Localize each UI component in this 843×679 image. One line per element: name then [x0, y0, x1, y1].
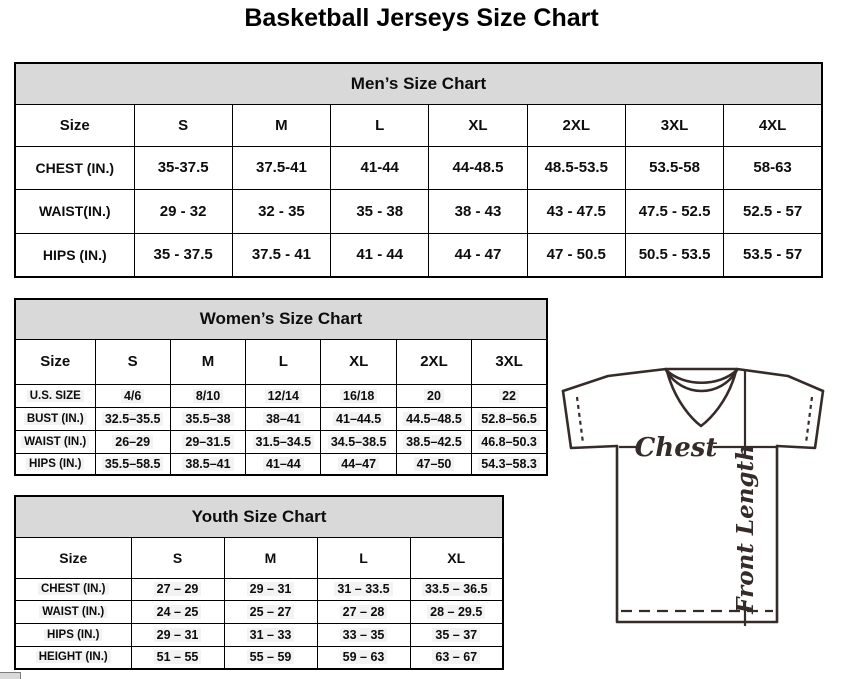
size-header-cell: Size	[15, 537, 131, 578]
column-header-M: M	[170, 339, 245, 384]
value-cell: 53.5-58	[625, 146, 723, 189]
value-cell	[317, 578, 410, 600]
value-cell	[396, 430, 471, 453]
column-header-L: L	[331, 104, 429, 146]
table-row	[15, 430, 547, 453]
value-cell	[396, 407, 471, 430]
value-cell-text: 63 – 67	[432, 650, 480, 664]
value-cell: 52.5 - 57	[724, 189, 822, 233]
value-cell	[472, 430, 547, 453]
table-row	[15, 646, 503, 669]
value-cell-text: 33.5 – 36.5	[422, 582, 491, 596]
value-cell-text: 52.8–56.5	[478, 412, 540, 426]
value-cell	[95, 453, 170, 475]
size-header-cell: Size	[15, 339, 95, 384]
chest-label: Chest	[634, 433, 718, 463]
column-header-4XL: 4XL	[724, 104, 822, 146]
value-cell: 29 - 32	[134, 189, 232, 233]
value-cell-text: 31 – 33	[247, 628, 295, 642]
value-cell	[472, 407, 547, 430]
right-sleeve-cuff	[777, 391, 823, 448]
value-cell-text: 44–47	[338, 457, 379, 471]
jersey-measurement-diagram	[553, 360, 837, 640]
value-cell-text: 38–41	[263, 412, 304, 426]
value-cell	[321, 384, 396, 407]
value-cell	[170, 407, 245, 430]
value-cell	[246, 384, 321, 407]
value-cell: 41 - 44	[331, 233, 429, 277]
value-cell-text: 46.8–50.3	[478, 435, 540, 449]
value-cell-text: 28 – 29.5	[427, 605, 485, 619]
value-cell-text: 29–31.5	[182, 435, 233, 449]
column-header-M: M	[224, 537, 317, 578]
column-header-XL: XL	[321, 339, 396, 384]
value-cell-text: 41–44.5	[333, 412, 384, 426]
value-cell-text: 34.5–38.5	[328, 435, 390, 449]
youth-size-chart-table	[14, 495, 504, 668]
row-label-cell-text: U.S. SIZE	[27, 390, 84, 402]
table-row	[15, 600, 503, 623]
row-label-cell	[15, 646, 131, 669]
column-header-S: S	[131, 537, 224, 578]
value-cell	[246, 407, 321, 430]
value-cell-text: 24 – 25	[154, 605, 202, 619]
value-cell-text: 25 – 27	[247, 605, 295, 619]
table-row	[15, 146, 822, 189]
value-cell	[170, 453, 245, 475]
column-header-3XL: 3XL	[472, 339, 547, 384]
value-cell-text: 35.5–38	[182, 412, 233, 426]
value-cell	[224, 578, 317, 600]
value-cell	[321, 407, 396, 430]
column-header-L: L	[317, 537, 410, 578]
left-sleeve-cuff	[563, 391, 617, 448]
value-cell: 50.5 - 53.5	[625, 233, 723, 277]
value-cell-text: 4/6	[121, 389, 144, 403]
value-cell	[317, 600, 410, 623]
value-cell: 35 - 38	[331, 189, 429, 233]
value-cell-text: 29 – 31	[247, 582, 295, 596]
womens-chart-title: Women’s Size Chart	[15, 299, 547, 339]
value-cell-text: 41–44	[263, 457, 304, 471]
table-row	[15, 189, 822, 233]
column-header-M: M	[232, 104, 330, 146]
value-cell	[224, 600, 317, 623]
row-label-cell-text: WAIST (IN.)	[21, 436, 89, 448]
value-cell: 47 - 50.5	[527, 233, 625, 277]
value-cell-text: 55 – 59	[247, 650, 295, 664]
column-header-XL: XL	[410, 537, 503, 578]
value-cell	[472, 384, 547, 407]
value-cell	[317, 646, 410, 669]
value-cell	[224, 623, 317, 646]
row-label-cell	[15, 578, 131, 600]
table-row	[15, 407, 547, 430]
value-cell	[131, 623, 224, 646]
right-shoulder-line	[737, 369, 823, 391]
value-cell-text: 8/10	[193, 389, 223, 403]
page-title: Basketball Jerseys Size Chart	[244, 4, 599, 32]
value-cell: 32 - 35	[232, 189, 330, 233]
value-cell-text: 38.5–42.5	[403, 435, 465, 449]
column-header-2XL: 2XL	[396, 339, 471, 384]
jersey-icon	[553, 360, 837, 640]
value-cell-text: 26–29	[112, 435, 153, 449]
row-label-cell-text: HIPS (IN.)	[44, 629, 102, 641]
value-cell: 44 - 47	[429, 233, 527, 277]
row-label-cell-text: WAIST (IN.)	[39, 606, 107, 618]
table-row	[15, 384, 547, 407]
column-header-S: S	[134, 104, 232, 146]
value-cell	[410, 600, 503, 623]
value-cell-text: 31.5–34.5	[253, 435, 315, 449]
value-cell-text: 54.3–58.3	[478, 457, 540, 471]
row-label-cell-text: HIPS (IN.)	[26, 458, 84, 470]
cropped-table-fragment	[0, 672, 21, 679]
value-cell	[246, 430, 321, 453]
column-header-3XL: 3XL	[625, 104, 723, 146]
value-cell	[410, 646, 503, 669]
value-cell-text: 27 – 29	[154, 582, 202, 596]
value-cell: 35-37.5	[134, 146, 232, 189]
left-cuff-dashed-line	[577, 397, 583, 443]
youth-table-grid	[14, 495, 504, 670]
row-label-cell: CHEST (IN.)	[15, 146, 134, 189]
value-cell-text: 32.5–35.5	[102, 412, 164, 426]
womens-size-chart-table	[14, 298, 548, 474]
value-cell-text: 27 – 28	[340, 605, 388, 619]
value-cell: 38 - 43	[429, 189, 527, 233]
row-label-cell-text: BUST (IN.)	[24, 413, 87, 425]
value-cell	[170, 430, 245, 453]
column-header-L: L	[246, 339, 321, 384]
table-row	[15, 453, 547, 475]
row-label-cell: WAIST(IN.)	[15, 189, 134, 233]
value-cell-text: 38.5–41	[182, 457, 233, 471]
value-cell-text: 20	[424, 389, 444, 403]
value-cell	[95, 407, 170, 430]
value-cell-text: 47–50	[414, 457, 455, 471]
row-label-cell-text: HEIGHT (IN.)	[36, 651, 111, 663]
value-cell: 43 - 47.5	[527, 189, 625, 233]
value-cell: 37.5 - 41	[232, 233, 330, 277]
right-cuff-dashed-line	[806, 397, 812, 443]
table-row	[15, 623, 503, 646]
column-header-2XL: 2XL	[527, 104, 625, 146]
value-cell-text: 16/18	[340, 389, 377, 403]
row-label-cell: HIPS (IN.)	[15, 233, 134, 277]
mens-size-chart-table	[14, 62, 823, 276]
row-label-cell	[15, 623, 131, 646]
value-cell-text: 29 – 31	[154, 628, 202, 642]
table-row	[15, 578, 503, 600]
row-label-cell-text: CHEST (IN.)	[38, 583, 109, 595]
value-cell	[170, 384, 245, 407]
value-cell-text: 12/14	[265, 389, 302, 403]
value-cell-text: 22	[499, 389, 519, 403]
value-cell	[472, 453, 547, 475]
value-cell	[246, 453, 321, 475]
size-header-cell: Size	[15, 104, 134, 146]
value-cell: 35 - 37.5	[134, 233, 232, 277]
value-cell	[95, 384, 170, 407]
table-row	[15, 233, 822, 277]
value-cell: 47.5 - 52.5	[625, 189, 723, 233]
left-shoulder-line	[563, 369, 666, 391]
value-cell-text: 31 – 33.5	[334, 582, 392, 596]
value-cell-text: 44.5–48.5	[403, 412, 465, 426]
value-cell: 44-48.5	[429, 146, 527, 189]
value-cell	[131, 600, 224, 623]
value-cell	[131, 578, 224, 600]
value-cell: 41-44	[331, 146, 429, 189]
column-header-S: S	[95, 339, 170, 384]
value-cell	[95, 430, 170, 453]
row-label-cell	[15, 430, 95, 453]
row-label-cell	[15, 384, 95, 407]
value-cell: 53.5 - 57	[724, 233, 822, 277]
collar-rib-2	[666, 370, 737, 391]
value-cell: 48.5-53.5	[527, 146, 625, 189]
value-cell: 37.5-41	[232, 146, 330, 189]
value-cell-text: 59 – 63	[340, 650, 388, 664]
value-cell	[410, 578, 503, 600]
mens-chart-title: Men’s Size Chart	[15, 63, 822, 104]
row-label-cell	[15, 453, 95, 475]
value-cell-text: 35.5–58.5	[102, 457, 164, 471]
value-cell	[321, 430, 396, 453]
value-cell-text: 51 – 55	[154, 650, 202, 664]
value-cell	[317, 623, 410, 646]
column-header-XL: XL	[429, 104, 527, 146]
value-cell-text: 35 – 37	[432, 628, 480, 642]
front-length-label: Front Length	[732, 444, 759, 614]
row-label-cell	[15, 600, 131, 623]
value-cell	[396, 384, 471, 407]
value-cell	[321, 453, 396, 475]
value-cell-text: 33 – 35	[340, 628, 388, 642]
youth-chart-title: Youth Size Chart	[15, 496, 503, 537]
value-cell	[224, 646, 317, 669]
value-cell	[131, 646, 224, 669]
womens-table-grid	[14, 298, 548, 476]
value-cell	[396, 453, 471, 475]
value-cell: 58-63	[724, 146, 822, 189]
value-cell	[410, 623, 503, 646]
row-label-cell	[15, 407, 95, 430]
collar-v	[667, 371, 736, 426]
mens-table-grid	[14, 62, 823, 278]
